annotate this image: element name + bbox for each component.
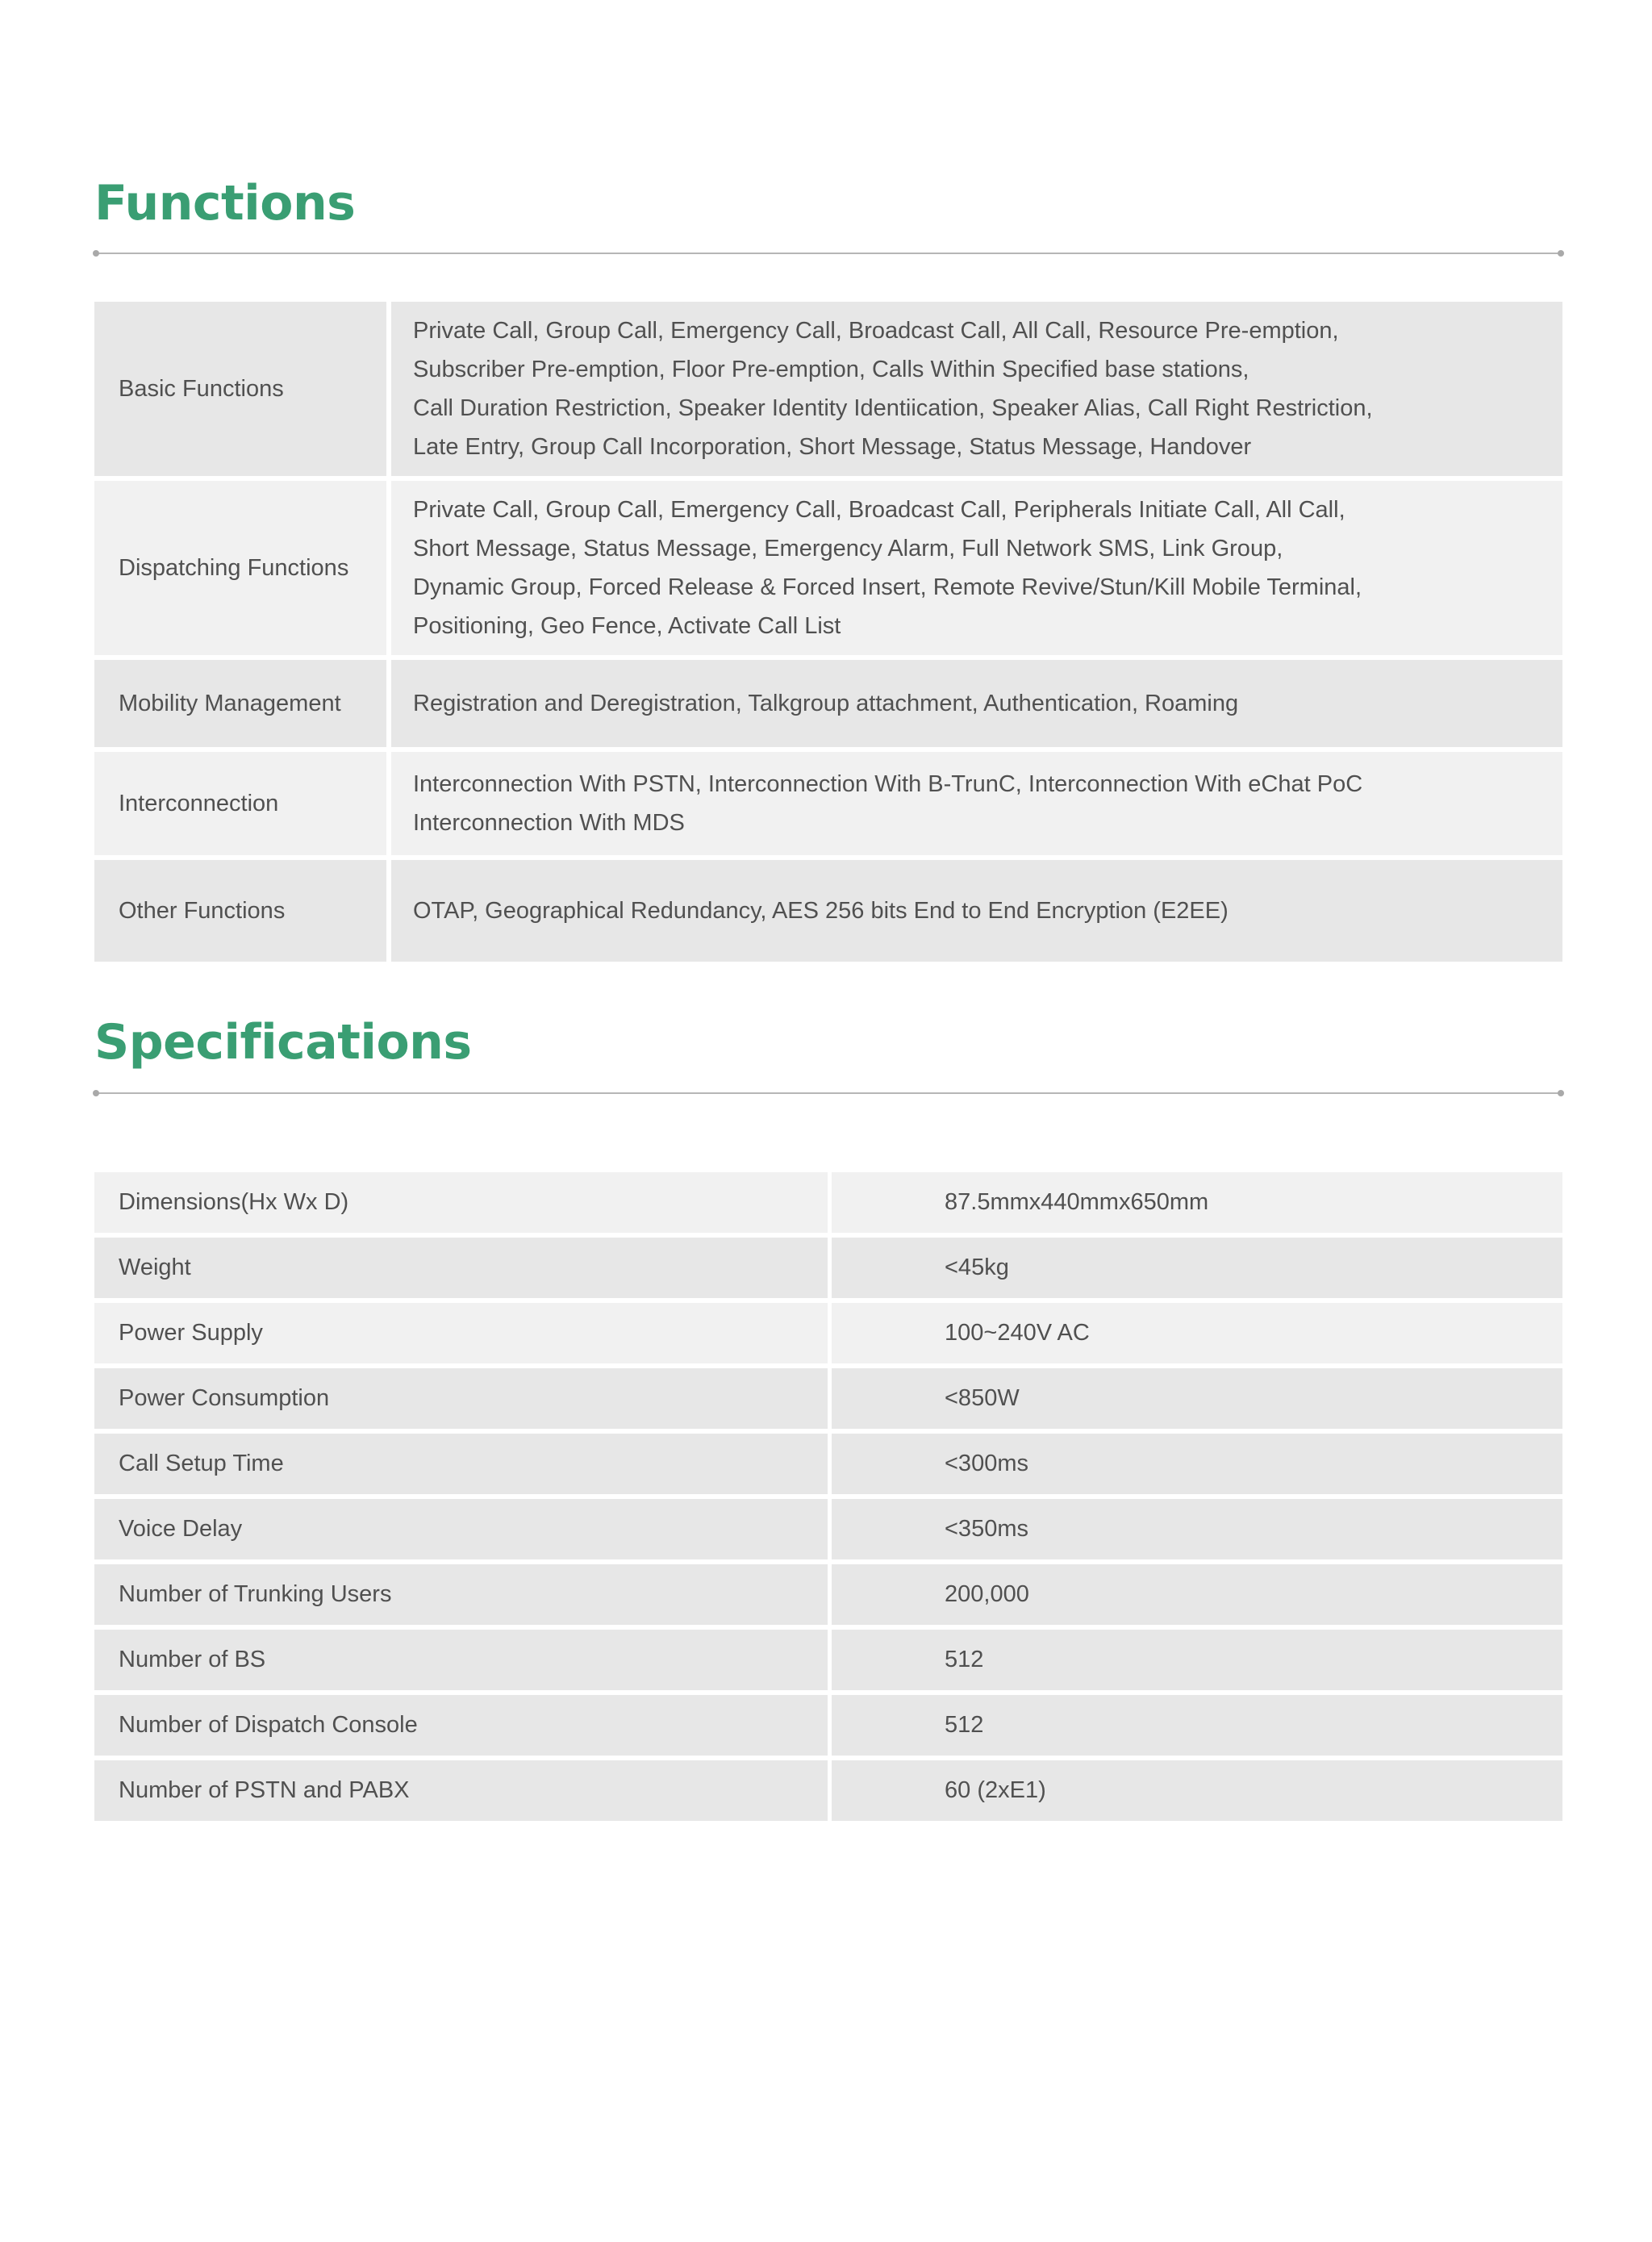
spec-value: 512 bbox=[832, 1695, 1562, 1756]
spec-value: <300ms bbox=[832, 1434, 1562, 1494]
functions-row-label: Other Functions bbox=[94, 860, 386, 962]
functions-line: Late Entry, Group Call Incorporation, Short Message, Status Message, Handover bbox=[413, 434, 1252, 460]
spec-value: 87.5mmx440mmx650mm bbox=[832, 1172, 1562, 1233]
functions-line: Short Message, Status Message, Emergency Alarm, Full Network SMS, Link Group, bbox=[413, 536, 1283, 562]
spec-value: 512 bbox=[832, 1630, 1562, 1690]
functions-line: Positioning, Geo Fence, Activate Call List bbox=[413, 613, 841, 639]
spec-value: 200,000 bbox=[832, 1564, 1562, 1625]
functions-line: Dynamic Group, Forced Release & Forced Insert, Remote Revive/Stun/Kill Mobile Terminal, bbox=[413, 574, 1362, 600]
functions-line: Call Duration Restriction, Speaker Identity Identiication, Speaker Alias, Call Right Restriction, bbox=[413, 395, 1373, 421]
specifications-row bbox=[94, 1695, 1562, 1756]
specifications-row bbox=[94, 1303, 1562, 1363]
functions-table bbox=[94, 302, 1562, 967]
functions-line: Subscriber Pre-emption, Floor Pre-emption, Calls Within Specified base stations, bbox=[413, 357, 1249, 382]
spec-label: Power Consumption bbox=[94, 1368, 828, 1429]
specifications-row bbox=[94, 1172, 1562, 1233]
spec-label: Weight bbox=[94, 1238, 828, 1298]
specifications-row bbox=[94, 1499, 1562, 1559]
spec-value: <45kg bbox=[832, 1238, 1562, 1298]
functions-row-basic bbox=[94, 302, 1562, 476]
specifications-row bbox=[94, 1434, 1562, 1494]
spec-label: Number of PSTN and PABX bbox=[94, 1760, 828, 1821]
functions-row-value bbox=[391, 302, 1562, 476]
spec-label: Power Supply bbox=[94, 1303, 828, 1363]
functions-row-label: Interconnection bbox=[94, 752, 386, 855]
functions-row-value bbox=[391, 860, 1562, 962]
specifications-table bbox=[94, 1172, 1562, 1826]
specifications-title: Specifications bbox=[94, 1014, 472, 1071]
functions-line: Private Call, Group Call, Emergency Call, Broadcast Call, All Call, Resource Pre-emption, bbox=[413, 318, 1339, 344]
functions-divider bbox=[94, 253, 1562, 254]
spec-label: Number of Trunking Users bbox=[94, 1564, 828, 1625]
functions-row-label: Basic Functions bbox=[94, 302, 386, 476]
spec-value: <350ms bbox=[832, 1499, 1562, 1559]
functions-row-interconnection bbox=[94, 752, 1562, 855]
spec-label: Voice Delay bbox=[94, 1499, 828, 1559]
spec-label: Number of BS bbox=[94, 1630, 828, 1690]
functions-line: Interconnection With MDS bbox=[413, 810, 685, 836]
spec-value: <850W bbox=[832, 1368, 1562, 1429]
spec-value: 100~240V AC bbox=[832, 1303, 1562, 1363]
functions-row-label: Mobility Management bbox=[94, 660, 386, 747]
specifications-row bbox=[94, 1564, 1562, 1625]
specifications-row bbox=[94, 1238, 1562, 1298]
functions-row-value bbox=[391, 481, 1562, 655]
spec-label: Dimensions(Hx Wx D) bbox=[94, 1172, 828, 1233]
functions-row-value bbox=[391, 660, 1562, 747]
specifications-row bbox=[94, 1368, 1562, 1429]
spec-label: Call Setup Time bbox=[94, 1434, 828, 1494]
specifications-divider bbox=[94, 1092, 1562, 1094]
functions-row-mobility bbox=[94, 660, 1562, 747]
functions-line: Registration and Deregistration, Talkgroup attachment, Authentication, Roaming bbox=[413, 691, 1239, 716]
functions-row-dispatching bbox=[94, 481, 1562, 655]
spec-label: Number of Dispatch Console bbox=[94, 1695, 828, 1756]
functions-row-other bbox=[94, 860, 1562, 962]
spec-value: 60 (2xE1) bbox=[832, 1760, 1562, 1821]
functions-row-value bbox=[391, 752, 1562, 855]
specifications-row bbox=[94, 1630, 1562, 1690]
functions-line: Interconnection With PSTN, Interconnection With B-TrunC, Interconnection With eChat PoC bbox=[413, 771, 1363, 797]
specifications-row bbox=[94, 1760, 1562, 1821]
functions-line: OTAP, Geographical Redundancy, AES 256 bits End to End Encryption (E2EE) bbox=[413, 898, 1229, 924]
functions-line: Private Call, Group Call, Emergency Call, Broadcast Call, Peripherals Initiate Call, All Call, bbox=[413, 497, 1345, 523]
functions-row-label: Dispatching Functions bbox=[94, 481, 386, 655]
functions-title: Functions bbox=[94, 175, 356, 232]
